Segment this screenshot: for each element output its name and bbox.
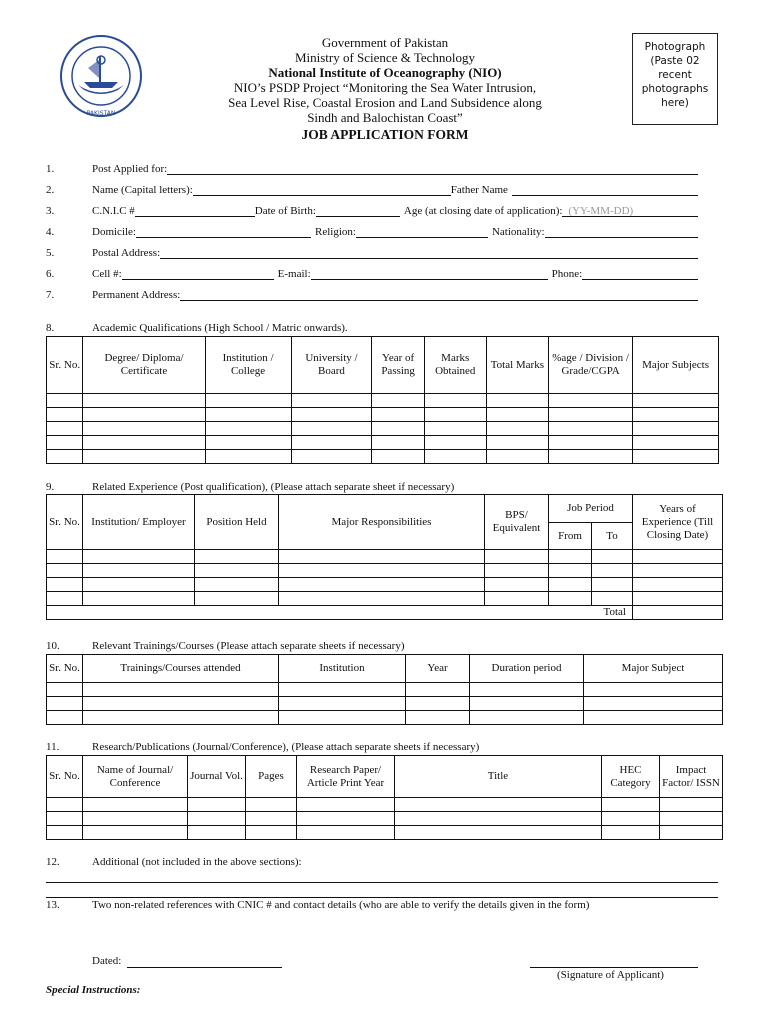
- nio-logo: [58, 30, 144, 122]
- experience-col-employer: Institution/ Employer: [83, 495, 195, 550]
- table-row[interactable]: [47, 550, 723, 564]
- field-post-applied: 1. Post Applied for:: [46, 159, 698, 175]
- header-line6: Sindh and Balochistan Coast”: [307, 110, 463, 125]
- experience-col-to: To: [592, 523, 633, 550]
- academic-col-institution: Institution / College: [205, 337, 291, 394]
- table-row[interactable]: [47, 592, 723, 606]
- phone-input[interactable]: [582, 268, 698, 280]
- father-name-input[interactable]: [512, 184, 698, 196]
- header-line4: NIO’s PSDP Project “Monitoring the Sea Water Intrusion,: [233, 80, 537, 95]
- publications-col-pages: Pages: [246, 756, 297, 798]
- publications-col-hec: HEC Category: [602, 756, 660, 798]
- form-title: JOB APPLICATION FORM: [301, 127, 469, 142]
- field-domicile: 4. Domicile: Religion: Nationality:: [46, 222, 698, 238]
- publications-col-title: Title: [395, 756, 602, 798]
- svg-text:PAKISTAN: PAKISTAN: [86, 110, 116, 117]
- experience-col-job-period: Job Period: [549, 495, 633, 523]
- table-row[interactable]: [47, 408, 719, 422]
- table-row[interactable]: [47, 578, 723, 592]
- section11-heading: 11. Research/Publications (Journal/Conference), (Please attach separate sheets if necessary): [46, 741, 480, 753]
- section13-heading: 13. Two non-related references with CNIC # and contact details (who are able to verify the details given in the form): [46, 899, 590, 911]
- academic-col-grade: %age / Division / Grade/CGPA: [549, 337, 633, 394]
- cnic-input[interactable]: [135, 205, 255, 217]
- postal-address-input[interactable]: [160, 247, 698, 259]
- publications-col-print-year: Research Paper/ Article Print Year: [297, 756, 395, 798]
- experience-col-position: Position Held: [195, 495, 279, 550]
- publications-col-journal: Name of Journal/ Conference: [83, 756, 188, 798]
- age-input[interactable]: (YY-MM-DD): [562, 205, 698, 217]
- table-row[interactable]: [47, 422, 719, 436]
- header-line5: Sea Level Rise, Coastal Erosion and Land Subsidence along: [228, 95, 542, 110]
- field-contact: 6. Cell #: E-mail: Phone:: [46, 264, 698, 280]
- trainings-col-institution: Institution: [279, 655, 406, 683]
- name-input[interactable]: [193, 184, 451, 196]
- permanent-address-input[interactable]: [180, 289, 698, 301]
- table-row[interactable]: [47, 564, 723, 578]
- field-cnic: 3. C.N.I.C # Date of Birth: Age (at closing date of application): (YY-MM-DD): [46, 201, 698, 217]
- trainings-col-sr: Sr. No.: [47, 655, 83, 683]
- experience-total-value[interactable]: [633, 606, 723, 620]
- table-row[interactable]: [47, 711, 723, 725]
- academic-table: [46, 336, 719, 464]
- publications-col-vol: Journal Vol.: [188, 756, 246, 798]
- section12-heading: 12. Additional (not included in the above sections):: [46, 856, 302, 868]
- experience-header-row: [47, 495, 723, 523]
- additional-input[interactable]: [46, 882, 718, 883]
- academic-col-marks: Marks Obtained: [424, 337, 486, 394]
- table-row[interactable]: [47, 812, 723, 826]
- table-row[interactable]: [47, 394, 719, 408]
- table-row[interactable]: [47, 450, 719, 464]
- experience-col-bps: BPS/ Equivalent: [485, 495, 549, 550]
- experience-col-from: From: [549, 523, 592, 550]
- signature-line[interactable]: [530, 953, 698, 968]
- field-name: 2. Name (Capital letters): Father Name: [46, 180, 698, 196]
- academic-header-row: [47, 337, 719, 394]
- experience-col-sr: Sr. No.: [47, 495, 83, 550]
- trainings-col-year: Year: [406, 655, 470, 683]
- publications-table: [46, 755, 723, 840]
- additional-line2[interactable]: [46, 897, 718, 898]
- publications-col-sr: Sr. No.: [47, 756, 83, 798]
- academic-col-year: Year of Passing: [372, 337, 425, 394]
- academic-col-total: Total Marks: [486, 337, 549, 394]
- table-row[interactable]: [47, 798, 723, 812]
- table-row[interactable]: [47, 436, 719, 450]
- section8-heading: 8. Academic Qualifications (High School / Matric onwards).: [46, 322, 348, 334]
- experience-total-label: Total: [47, 606, 633, 620]
- experience-table: [46, 494, 723, 620]
- table-row[interactable]: [47, 697, 723, 711]
- religion-input[interactable]: [356, 226, 488, 238]
- experience-total-row: [47, 606, 723, 620]
- nationality-input[interactable]: [545, 226, 699, 238]
- academic-col-university: University / Board: [291, 337, 372, 394]
- dated-input[interactable]: [127, 953, 282, 968]
- academic-col-subjects: Major Subjects: [633, 337, 719, 394]
- publications-col-impact: Impact Factor/ ISSN: [660, 756, 723, 798]
- section9-heading: 9. Related Experience (Post qualification), (Please attach separate sheet if necessary): [46, 481, 455, 493]
- publications-header-row: [47, 756, 723, 798]
- dated-label: Dated:: [92, 955, 122, 967]
- header-line1: Government of Pakistan: [321, 35, 449, 50]
- signature-label: (Signature of Applicant): [557, 969, 664, 981]
- header-line2: Ministry of Science & Technology: [294, 50, 476, 65]
- table-row[interactable]: [47, 683, 723, 697]
- photo-box[interactable]: Photograph (Paste 02 recent photographs here): [632, 33, 718, 125]
- special-instructions: Special Instructions:: [46, 984, 141, 996]
- trainings-col-courses: Trainings/Courses attended: [83, 655, 279, 683]
- experience-col-responsibilities: Major Responsibilities: [279, 495, 485, 550]
- trainings-col-duration: Duration period: [470, 655, 584, 683]
- table-row[interactable]: [47, 826, 723, 840]
- field-postal-address: 5. Postal Address:: [46, 243, 698, 259]
- experience-col-years: Years of Experience (Till Closing Date): [633, 495, 723, 550]
- trainings-header-row: [47, 655, 723, 683]
- academic-col-degree: Degree/ Diploma/ Certificate: [83, 337, 205, 394]
- header-institute: National Institute of Oceanography (NIO): [268, 65, 502, 80]
- trainings-table: [46, 654, 723, 725]
- domicile-input[interactable]: [136, 226, 311, 238]
- academic-col-sr: Sr. No.: [47, 337, 83, 394]
- field-permanent-address: 7. Permanent Address:: [46, 285, 698, 301]
- email-input[interactable]: [311, 268, 548, 280]
- cell-input[interactable]: [122, 268, 274, 280]
- trainings-col-subject: Major Subject: [584, 655, 723, 683]
- dob-input[interactable]: [316, 205, 400, 217]
- post-applied-input[interactable]: [167, 163, 698, 175]
- section10-heading: 10. Relevant Trainings/Courses (Please attach separate sheets if necessary): [46, 640, 405, 652]
